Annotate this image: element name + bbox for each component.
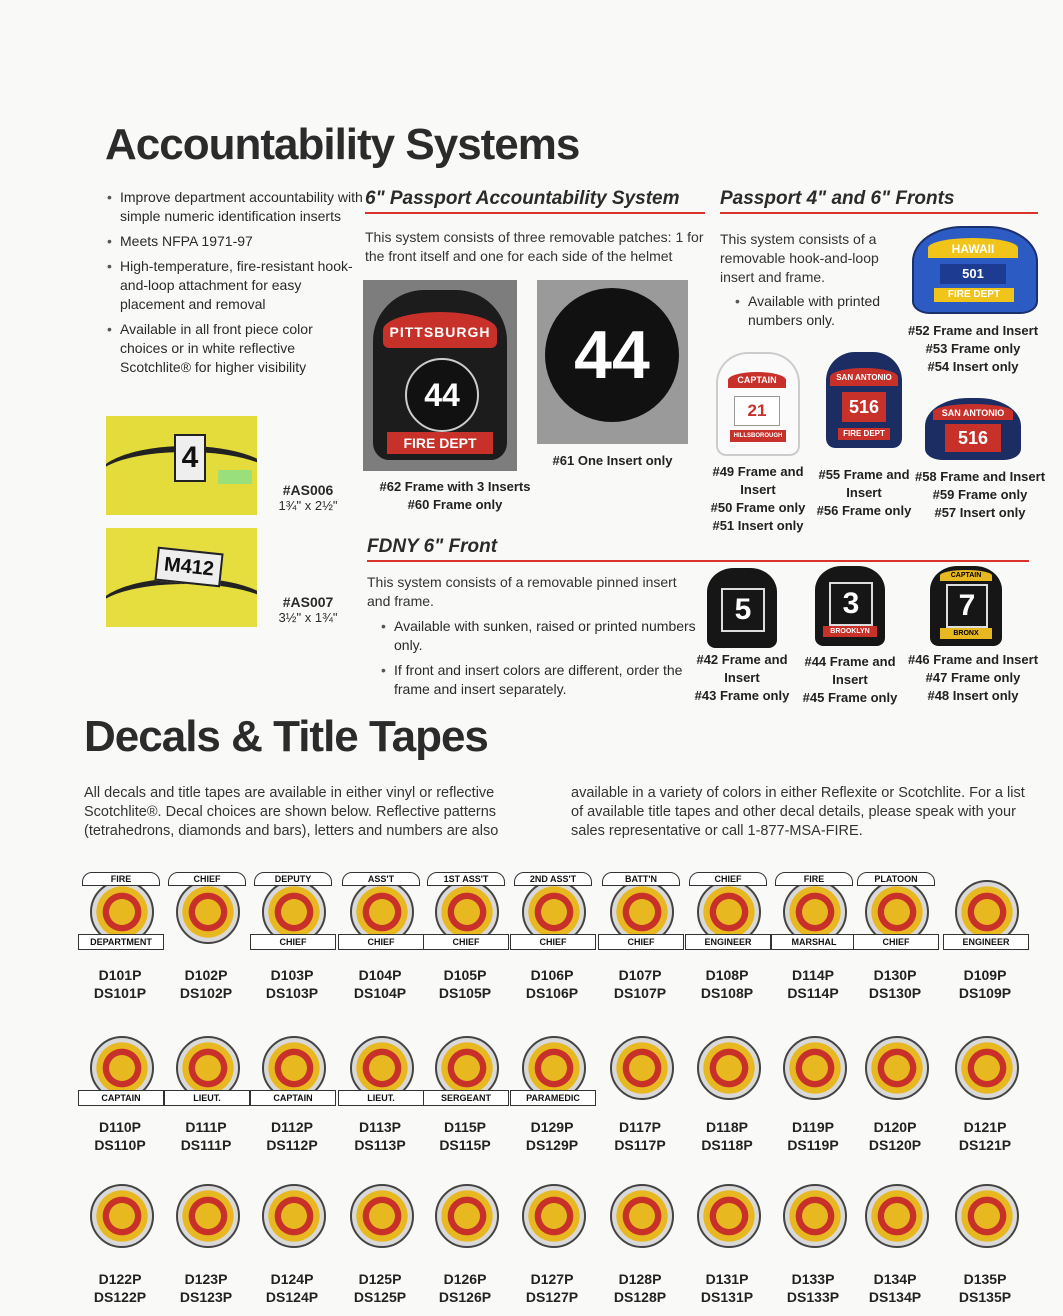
- decal-code-line: D122P: [98, 1271, 142, 1287]
- maltese-cross-icon: [176, 880, 240, 944]
- decal-code-line: D131P: [705, 1271, 749, 1287]
- san-antonio-front: [826, 352, 902, 448]
- passport6-front-photo: [363, 280, 517, 471]
- maltese-cross-icon: [783, 1184, 847, 1248]
- decal-emblem-icon: [689, 872, 765, 952]
- decal-top-text: PLATOON: [857, 872, 935, 886]
- decal-code-line: D128P: [618, 1271, 662, 1287]
- decal-emblem-icon: [514, 1176, 590, 1256]
- decal-emblem-icon: [82, 872, 158, 952]
- decal-emblem-icon: [947, 1176, 1023, 1256]
- decal-top-text: CHIEF: [168, 872, 246, 886]
- decal-code-line: D105P: [443, 967, 487, 983]
- decal-emblem-icon: [427, 1176, 503, 1256]
- decal-code-line: D104P: [358, 967, 402, 983]
- passport6-text: This system consists of three removable patches: 1 for the front itself and one for each side of the helmet: [365, 229, 704, 264]
- caption-line: #60 Frame only: [407, 497, 503, 512]
- decal-bottom-text: MARSHAL: [771, 934, 857, 950]
- decal-emblem-icon: [857, 1028, 933, 1108]
- decal-emblem-icon: [82, 1176, 158, 1256]
- passport6-caption-insert: #61 One Insert only: [552, 453, 673, 468]
- decal-emblem-icon: [254, 1176, 330, 1256]
- decal-top-text: 2ND ASS'T: [514, 872, 592, 886]
- decal-code-line: DS111P: [180, 1137, 232, 1153]
- maltese-cross-icon: [865, 1184, 929, 1248]
- caption-line: #46 Frame and Insert: [907, 652, 1039, 667]
- decal-top-text: BATT'N: [602, 872, 680, 886]
- decal-code: [247, 1118, 337, 1154]
- bottom-label: HILLSBOROUGH: [730, 430, 786, 442]
- passport-fronts-title: Passport 4" and 6" Fronts: [720, 188, 1038, 214]
- front-bottom-label: FIRE DEPT: [387, 432, 493, 454]
- bottom-label: FIRE DEPT: [934, 288, 1014, 302]
- decal-emblem-icon: [775, 1176, 851, 1256]
- decal-code: [768, 1270, 858, 1306]
- maltese-cross-icon: [262, 1184, 326, 1248]
- product-code: #AS007: [282, 594, 334, 610]
- decal-bottom-text: CHIEF: [338, 934, 424, 950]
- decal-bottom-text: SERGEANT: [423, 1090, 509, 1106]
- decal-emblem-icon: [514, 1028, 590, 1108]
- caption-line: #55 Frame and Insert: [818, 467, 910, 500]
- decal-bottom-text: CHIEF: [853, 934, 939, 950]
- number-label: 7: [946, 584, 988, 628]
- page-title: Accountability Systems: [105, 120, 580, 169]
- insert-number: 44: [545, 288, 679, 422]
- decal-code: [595, 1118, 685, 1154]
- decal-emblem-icon: [775, 1028, 851, 1108]
- number-label: 21: [734, 396, 780, 426]
- decal-code-line: DS127P: [525, 1289, 579, 1305]
- decal-emblem-icon: [602, 1176, 678, 1256]
- decal-code: [420, 1118, 510, 1154]
- decal-code-line: DS129P: [525, 1137, 579, 1153]
- feature-item: • Available in all front piece color choices or in white reflective Scotchlite® for higher visibility: [120, 320, 364, 377]
- decal-emblem-icon: [775, 872, 851, 952]
- decal-code-line: DS103P: [265, 985, 319, 1001]
- passport6-title: 6" Passport Accountability System: [365, 188, 705, 214]
- fdny-5-caption: [692, 651, 792, 705]
- arch-label: SAN ANTONIO: [830, 368, 898, 386]
- san-antonio-4in-caption: [905, 468, 1055, 522]
- decal-code-line: DS124P: [265, 1289, 319, 1305]
- decal-code: [850, 966, 940, 1002]
- decal-code-line: D133P: [791, 1271, 835, 1287]
- decals-title: Decals & Title Tapes: [84, 712, 488, 761]
- fdny-3-caption: [800, 653, 900, 707]
- captain-caption: [706, 463, 810, 535]
- decal-code-line: DS118P: [701, 1137, 753, 1153]
- decal-code: [682, 1270, 772, 1306]
- decal-emblem-icon: [857, 1176, 933, 1256]
- arch-label: SAN ANTONIO: [933, 404, 1013, 420]
- decal-bottom-text: LIEUT.: [338, 1090, 424, 1106]
- decal-code-line: DS126P: [438, 1289, 492, 1305]
- decal-emblem-icon: [689, 1028, 765, 1108]
- arch-label: HAWAII: [928, 238, 1018, 258]
- decal-code: [850, 1270, 940, 1306]
- fdny-title: FDNY 6" Front: [367, 536, 1029, 562]
- maltese-cross-icon: [610, 1036, 674, 1100]
- decal-top-text: 1ST ASS'T: [427, 872, 505, 886]
- decal-code-line: D108P: [705, 967, 749, 983]
- top-label: CAPTAIN: [940, 570, 992, 581]
- decal-code-line: D119P: [791, 1119, 835, 1135]
- decal-code-line: DS104P: [353, 985, 407, 1001]
- maltese-cross-icon: [90, 1184, 154, 1248]
- decal-code-line: DS125P: [353, 1289, 407, 1305]
- front-arch-label: PITTSBURGH: [383, 312, 497, 348]
- decal-bottom-text: CHIEF: [250, 934, 336, 950]
- decal-code-line: DS102P: [179, 985, 233, 1001]
- maltese-cross-icon: [610, 1184, 674, 1248]
- feature-item: • Improve department accountability with simple numeric identification inserts: [120, 188, 364, 226]
- decal-code-line: DS133P: [786, 1289, 840, 1305]
- decal-code-line: D101P: [98, 967, 142, 983]
- fdny-front-7: [930, 566, 1002, 646]
- decal-emblem-icon: [857, 872, 933, 952]
- maltese-cross-icon: [435, 1184, 499, 1248]
- product-size: 1¾" x 2½": [278, 498, 338, 513]
- decal-emblem-icon: [514, 872, 590, 952]
- decal-bottom-text: ENGINEER: [685, 934, 771, 950]
- caption-line: #45 Frame only: [802, 690, 898, 705]
- decal-code: [335, 1118, 425, 1154]
- decal-code: [161, 1118, 251, 1154]
- maltese-cross-icon: [865, 1036, 929, 1100]
- decal-emblem-icon: [427, 1028, 503, 1108]
- fdny-7-caption: [898, 651, 1048, 705]
- decal-code-line: D135P: [963, 1271, 1007, 1287]
- decal-emblem-icon: [602, 1028, 678, 1108]
- maltese-cross-icon: [350, 1184, 414, 1248]
- decal-code-line: D124P: [270, 1271, 314, 1287]
- decal-code: [75, 1270, 165, 1306]
- san-antonio-caption: [814, 466, 914, 520]
- decal-code: [507, 1270, 597, 1306]
- decal-code-line: D129P: [530, 1119, 574, 1135]
- decal-code-line: D121P: [963, 1119, 1007, 1135]
- bullet-item: • Available with printed numbers only.: [748, 292, 898, 330]
- decal-code-line: D103P: [270, 967, 314, 983]
- decal-code-line: D112P: [270, 1119, 314, 1135]
- passport-fronts-text: This system consists of a removable hook-and-loop insert and frame.: [720, 231, 879, 285]
- decal-emblem-icon: [254, 872, 330, 952]
- decal-code: [682, 1118, 772, 1154]
- decal-code-line: D114P: [791, 967, 835, 983]
- front-number: 44: [405, 358, 479, 432]
- decal-code-line: DS121P: [958, 1137, 1012, 1153]
- decal-code: [75, 966, 165, 1002]
- decal-bottom-text: PARAMEDIC: [510, 1090, 596, 1106]
- caption-line: #42 Frame and Insert: [696, 652, 788, 685]
- feature-list: [106, 188, 364, 383]
- decal-bottom-text: CHIEF: [510, 934, 596, 950]
- decal-code: [161, 966, 251, 1002]
- maltese-cross-icon: [176, 1184, 240, 1248]
- caption-line: #47 Frame only: [925, 670, 1021, 685]
- bullet-item: • Available with sunken, raised or printed numbers only.: [394, 617, 712, 655]
- hawaii-front: [912, 226, 1038, 314]
- caption-line: #54 Insert only: [927, 359, 1019, 374]
- caption-line: #44 Frame and Insert: [804, 654, 896, 687]
- bullet-item: • If front and insert colors are different, order the frame and insert separately.: [394, 661, 712, 699]
- decal-bottom-text: DEPARTMENT: [78, 934, 164, 950]
- decal-code-line: DS113P: [354, 1137, 406, 1153]
- decal-code: [161, 1270, 251, 1306]
- product-code: #AS006: [282, 482, 334, 498]
- captain-front: [716, 352, 800, 456]
- decal-code: [335, 966, 425, 1002]
- feature-item: • Meets NFPA 1971-97: [120, 232, 364, 251]
- hawaii-caption: [898, 322, 1048, 376]
- decal-code-line: DS101P: [93, 985, 147, 1001]
- decal-emblem-icon: [168, 872, 244, 952]
- maltese-cross-icon: [697, 1036, 761, 1100]
- decal-code-line: DS109P: [958, 985, 1012, 1001]
- decal-code-line: D127P: [530, 1271, 574, 1287]
- decal-code-line: D110P: [98, 1119, 142, 1135]
- decal-top-text: ASS'T: [342, 872, 420, 886]
- decal-code-line: DS120P: [868, 1137, 922, 1153]
- caption-line: #56 Frame only: [816, 503, 912, 518]
- maltese-cross-icon: [522, 1184, 586, 1248]
- feature-item: • High-temperature, fire-resistant hook-and-loop attachment for easy placement and removal: [120, 257, 364, 314]
- decal-emblem-icon: [342, 1028, 418, 1108]
- decal-code-line: D117P: [618, 1119, 662, 1135]
- decal-code-line: DS117P: [614, 1137, 666, 1153]
- decal-code-line: D115P: [443, 1119, 487, 1135]
- decal-top-text: FIRE: [82, 872, 160, 886]
- passport6-insert-photo: [537, 280, 688, 444]
- maltese-cross-icon: [955, 1036, 1019, 1100]
- decal-emblem-icon: [602, 872, 678, 952]
- caption-line: #58 Frame and Insert: [914, 469, 1046, 484]
- decal-code-line: D130P: [873, 967, 917, 983]
- decal-code-line: DS105P: [438, 985, 492, 1001]
- decal-code: [335, 1270, 425, 1306]
- decal-emblem-icon: [427, 872, 503, 952]
- decal-code-line: DS110P: [94, 1137, 146, 1153]
- decal-emblem-icon: [947, 872, 1023, 952]
- as006-caption: [268, 482, 348, 513]
- maltese-cross-icon: [955, 1184, 1019, 1248]
- decal-code: [768, 1118, 858, 1154]
- fdny-text: This system consists of a removable pinned insert and frame.: [367, 574, 677, 609]
- decal-emblem-icon: [168, 1028, 244, 1108]
- decal-code-line: DS112P: [266, 1137, 318, 1153]
- caption-line: #48 Insert only: [927, 688, 1019, 703]
- decals-text-left: All decals and title tapes are available in either vinyl or reflective Scotchlite®. Decal choices are shown below. Reflective patterns (tetrahedrons, diamonds and bars), letters and numbers are also: [84, 785, 499, 839]
- decal-emblem-icon: [254, 1028, 330, 1108]
- decal-top-text: CHIEF: [689, 872, 767, 886]
- decal-emblem-icon: [947, 1028, 1023, 1108]
- decal-code-line: D107P: [618, 967, 662, 983]
- fdny-bullets: [380, 617, 712, 705]
- number-label: 5: [721, 588, 765, 632]
- decal-code: [682, 966, 772, 1002]
- decal-code-line: DS115P: [439, 1137, 491, 1153]
- decal-code-line: DS108P: [700, 985, 754, 1001]
- decal-emblem-icon: [689, 1176, 765, 1256]
- number-label: 3: [829, 582, 873, 626]
- decal-code-line: DS128P: [613, 1289, 667, 1305]
- decal-code: [420, 966, 510, 1002]
- caption-line: #62 Frame with 3 Inserts: [379, 479, 531, 494]
- decal-code: [507, 1118, 597, 1154]
- insert-label: 4: [174, 434, 206, 482]
- san-antonio-4in-front: [925, 398, 1021, 460]
- number-label: 516: [842, 392, 886, 422]
- decal-code: [247, 1270, 337, 1306]
- decal-code-line: DS130P: [868, 985, 922, 1001]
- decal-code-line: D111P: [185, 1119, 227, 1135]
- decal-bottom-text: LIEUT.: [164, 1090, 250, 1106]
- decal-bottom-text: CAPTAIN: [250, 1090, 336, 1106]
- decal-code-line: D118P: [705, 1119, 749, 1135]
- number-label: 516: [945, 424, 1001, 452]
- caption-line: #57 Insert only: [934, 505, 1026, 520]
- decal-code: [940, 966, 1030, 1002]
- decal-code-line: D134P: [873, 1271, 917, 1287]
- decal-code-line: DS135P: [958, 1289, 1012, 1305]
- decal-code: [507, 966, 597, 1002]
- caption-line: #53 Frame only: [925, 341, 1021, 356]
- decal-code: [940, 1270, 1030, 1306]
- caption-line: #52 Frame and Insert: [907, 323, 1039, 338]
- caption-line: #51 Insert only: [712, 518, 804, 533]
- decal-code-line: DS123P: [179, 1289, 233, 1305]
- decal-code-line: DS107P: [613, 985, 667, 1001]
- decal-top-text: FIRE: [775, 872, 853, 886]
- decal-emblem-icon: [342, 872, 418, 952]
- decal-bottom-text: CAPTAIN: [78, 1090, 164, 1106]
- decal-code-line: DS131P: [700, 1289, 754, 1305]
- decal-code: [850, 1118, 940, 1154]
- decal-emblem-icon: [82, 1028, 158, 1108]
- decal-code-line: D106P: [530, 967, 574, 983]
- decals-text-right: available in a variety of colors in either Reflexite or Scotchlite. For a list of available title tapes and other decal details, please speak with your sales representative or call 1-877-MSA-FIRE.: [571, 785, 1025, 839]
- caption-line: #50 Frame only: [710, 500, 806, 515]
- arch-label: CAPTAIN: [728, 372, 786, 388]
- caption-line: #43 Frame only: [694, 688, 790, 703]
- decal-code-line: DS122P: [93, 1289, 147, 1305]
- decal-code: [247, 966, 337, 1002]
- decal-emblem-icon: [168, 1176, 244, 1256]
- maltese-cross-icon: [697, 1184, 761, 1248]
- bottom-label: BROOKLYN: [823, 626, 877, 637]
- decal-code-line: D120P: [873, 1119, 917, 1135]
- reflective-strip: [218, 470, 252, 484]
- bottom-label: FIRE DEPT: [838, 428, 890, 440]
- decal-bottom-text: ENGINEER: [943, 934, 1029, 950]
- decal-code: [595, 1270, 685, 1306]
- decal-code-line: DS106P: [525, 985, 579, 1001]
- decal-code: [768, 966, 858, 1002]
- decal-emblem-icon: [342, 1176, 418, 1256]
- decal-code-line: D102P: [184, 967, 228, 983]
- helmet-photo-as007: [106, 528, 257, 627]
- passport6-caption-frame: [363, 478, 547, 514]
- maltese-cross-icon: [783, 1036, 847, 1100]
- decal-code-line: D109P: [963, 967, 1007, 983]
- decal-code-line: D113P: [358, 1119, 402, 1135]
- fdny-front-3: [815, 566, 885, 646]
- decal-code: [940, 1118, 1030, 1154]
- helmet-photo-as006: [106, 416, 257, 515]
- decal-code: [595, 966, 685, 1002]
- decal-bottom-text: CHIEF: [423, 934, 509, 950]
- insert-label: M412: [154, 547, 223, 588]
- caption-line: #59 Frame only: [932, 487, 1028, 502]
- decal-code: [75, 1118, 165, 1154]
- decal-code-line: DS119P: [787, 1137, 839, 1153]
- decal-code-line: D126P: [443, 1271, 487, 1287]
- decal-code-line: DS134P: [868, 1289, 922, 1305]
- decal-code-line: D123P: [184, 1271, 228, 1287]
- decal-code-line: D125P: [358, 1271, 402, 1287]
- number-label: 501: [940, 264, 1006, 284]
- decal-code-line: DS114P: [787, 985, 839, 1001]
- passport-fronts-bullets: [734, 292, 898, 336]
- fdny-front-5: [707, 568, 777, 648]
- caption-line: #49 Frame and Insert: [712, 464, 804, 497]
- decal-bottom-text: CHIEF: [598, 934, 684, 950]
- decal-top-text: DEPUTY: [254, 872, 332, 886]
- product-size: 3½" x 1¾": [278, 610, 338, 625]
- as007-caption: [268, 594, 348, 625]
- decal-code: [420, 1270, 510, 1306]
- bottom-label: BRONX: [940, 628, 992, 639]
